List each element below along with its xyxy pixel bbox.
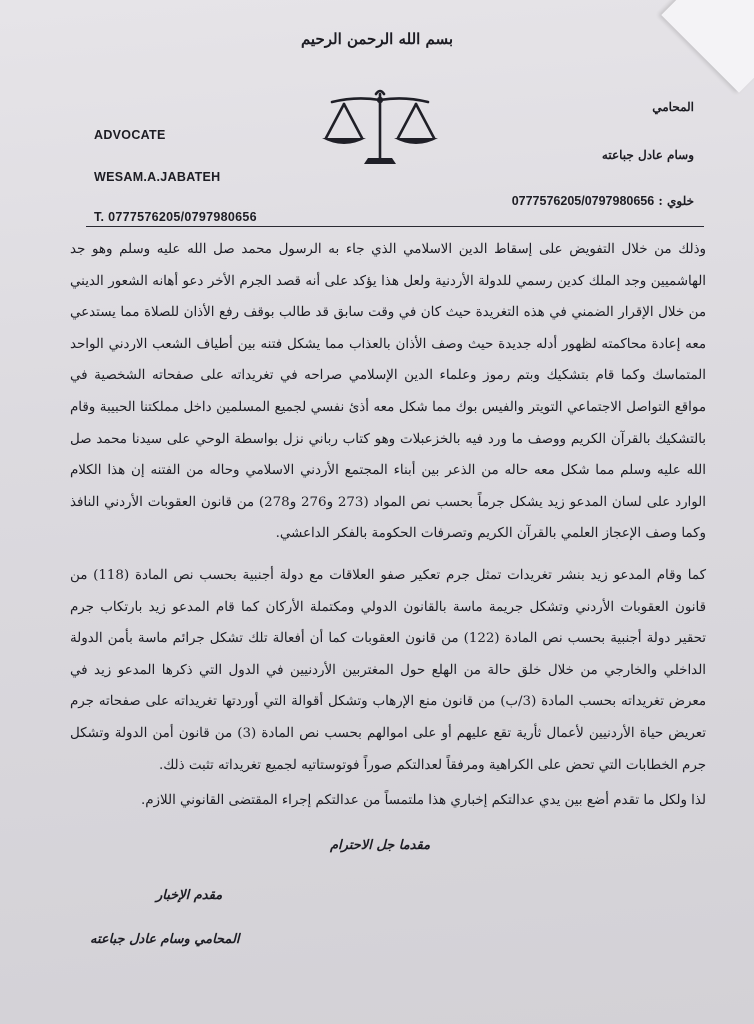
header-divider bbox=[86, 226, 704, 227]
scales-of-justice-logo bbox=[318, 88, 442, 166]
submitter-name: المحامي وسام عادل جباعته bbox=[90, 932, 240, 947]
mobile-label: خلوي : bbox=[658, 194, 694, 208]
advocate-label: ADVOCATE bbox=[94, 128, 166, 142]
letter-body bbox=[70, 234, 706, 817]
paragraph-3: لذا ولكل ما تقدم أضع بين يدي عدالتكم إخباري هذا ملتمساً من عدالتكم إجراء المقتضى القانوني اللازم. bbox=[140, 793, 706, 809]
paragraph-2: كما وقام المدعو زيد بنشر تغريدات تمثل جرم تعكير صفو العلاقات مع دولة أجنبية بحسب نص المادة (118) من قانون العقوبات الأردني وتشكل جريمة ماسة بالقانون الدولي ومكتملة الأركان كما قام المدعو زيد بارتكاب جرم تحقير دولة أجنبية بحسب نص المادة (122) من قانون العقوبات كما أن أفعالة تلك تشكل جرائم ماسة بأمن الدولة الداخلي والخارجي من خلال خلق حالة من الهلع حول المغتربين الأردنيين في الدول التي ذكرها المدعو زيد في معرض تغريداته بحسب المادة (3/ب) من قانون منع الإرهاب وتشكل أقوالة التي أوردتها تغريداته على صفحاته جرم تعريض حياة الأردنيين لأعمال ثأرية تقع عليهم أو على اموالهم بحسب نص المادة (3) من قانون أمن الدولة وتشكل جرم الخطابات التي تحض على الكراهية ومرفقاً لعدالتكم صوراً فوتوستاتيه لجميع تغريداته تثبت ذلك. bbox=[70, 567, 706, 773]
closing-respect: مقدما جل الاحترام bbox=[330, 838, 431, 853]
submitter-title: مقدم الإخبار bbox=[156, 888, 223, 903]
lawyer-name-ar: وسام عادل جباعته bbox=[601, 148, 694, 162]
phone-en: T. 0777576205/0797980656 bbox=[94, 210, 257, 224]
lawyer-title-ar: المحامي bbox=[652, 100, 694, 114]
paragraph-1: وذلك من خلال التفويض على إسقاط الدين الاسلامي الذي جاء به الرسول محمد صل الله عليه وسلم وهو جد الهاشميين وجد الملك كدين رسمي للدولة الأردنية ولعل هذا يؤكد على أنه قصد الجرم الأخر دعو أهانه الشعور الديني من خلال الإقرار الضمني في هذه التغريدة حيث كان في وقت سابق قد طالب بوقف رفع الأذان للصلاة مما يستدعي معه إعادة محاكمته لظهور أدله جديدة حيث وصف الأذان بالعذاب مما يشكل فتنه بين أطياف الشعب الاردني الواحد المتماسك وكما قام بتشكيك وبتم رموز وعلماء الدين الإسلامي صراحه في تغريداته على صفحاته الشخصية في مواقع التواصل الاجتماعي التويتر والفيس بوك مما شكل معه أذئ نفسي لجميع المسلمين داخل مملكتنا الحبيبة وقام بالتشكيك بالقرآن الكريم ووصف ما ورد فيه بالخزعبلات وهو كتاب رباني نزل بواسطة الوحي على سيدنا محمد صل الله عليه وسلم مما شكل معه حاله من الذعر بين أبناء المجتمع الأردني الاسلامي وحاله من الفتنه إن هذا الكلام الوارد على لسان المدعو زيد يشكل جرماً بحسب نص المواد (273 و276 و278) من قانون العقوبات الأردني النافذ وكما وصف الإعجاز العلمي بالقرآن الكريم وتصرفات الحكومة بالفكر الداعشي. bbox=[70, 242, 706, 542]
lawyer-name-en: WESAM.A.JABATEH bbox=[94, 170, 221, 184]
mobile-row bbox=[512, 194, 694, 208]
basmala: بسم الله الرحمن الرحيم bbox=[300, 30, 454, 48]
mobile-number: 0777576205/0797980656 bbox=[511, 194, 655, 208]
